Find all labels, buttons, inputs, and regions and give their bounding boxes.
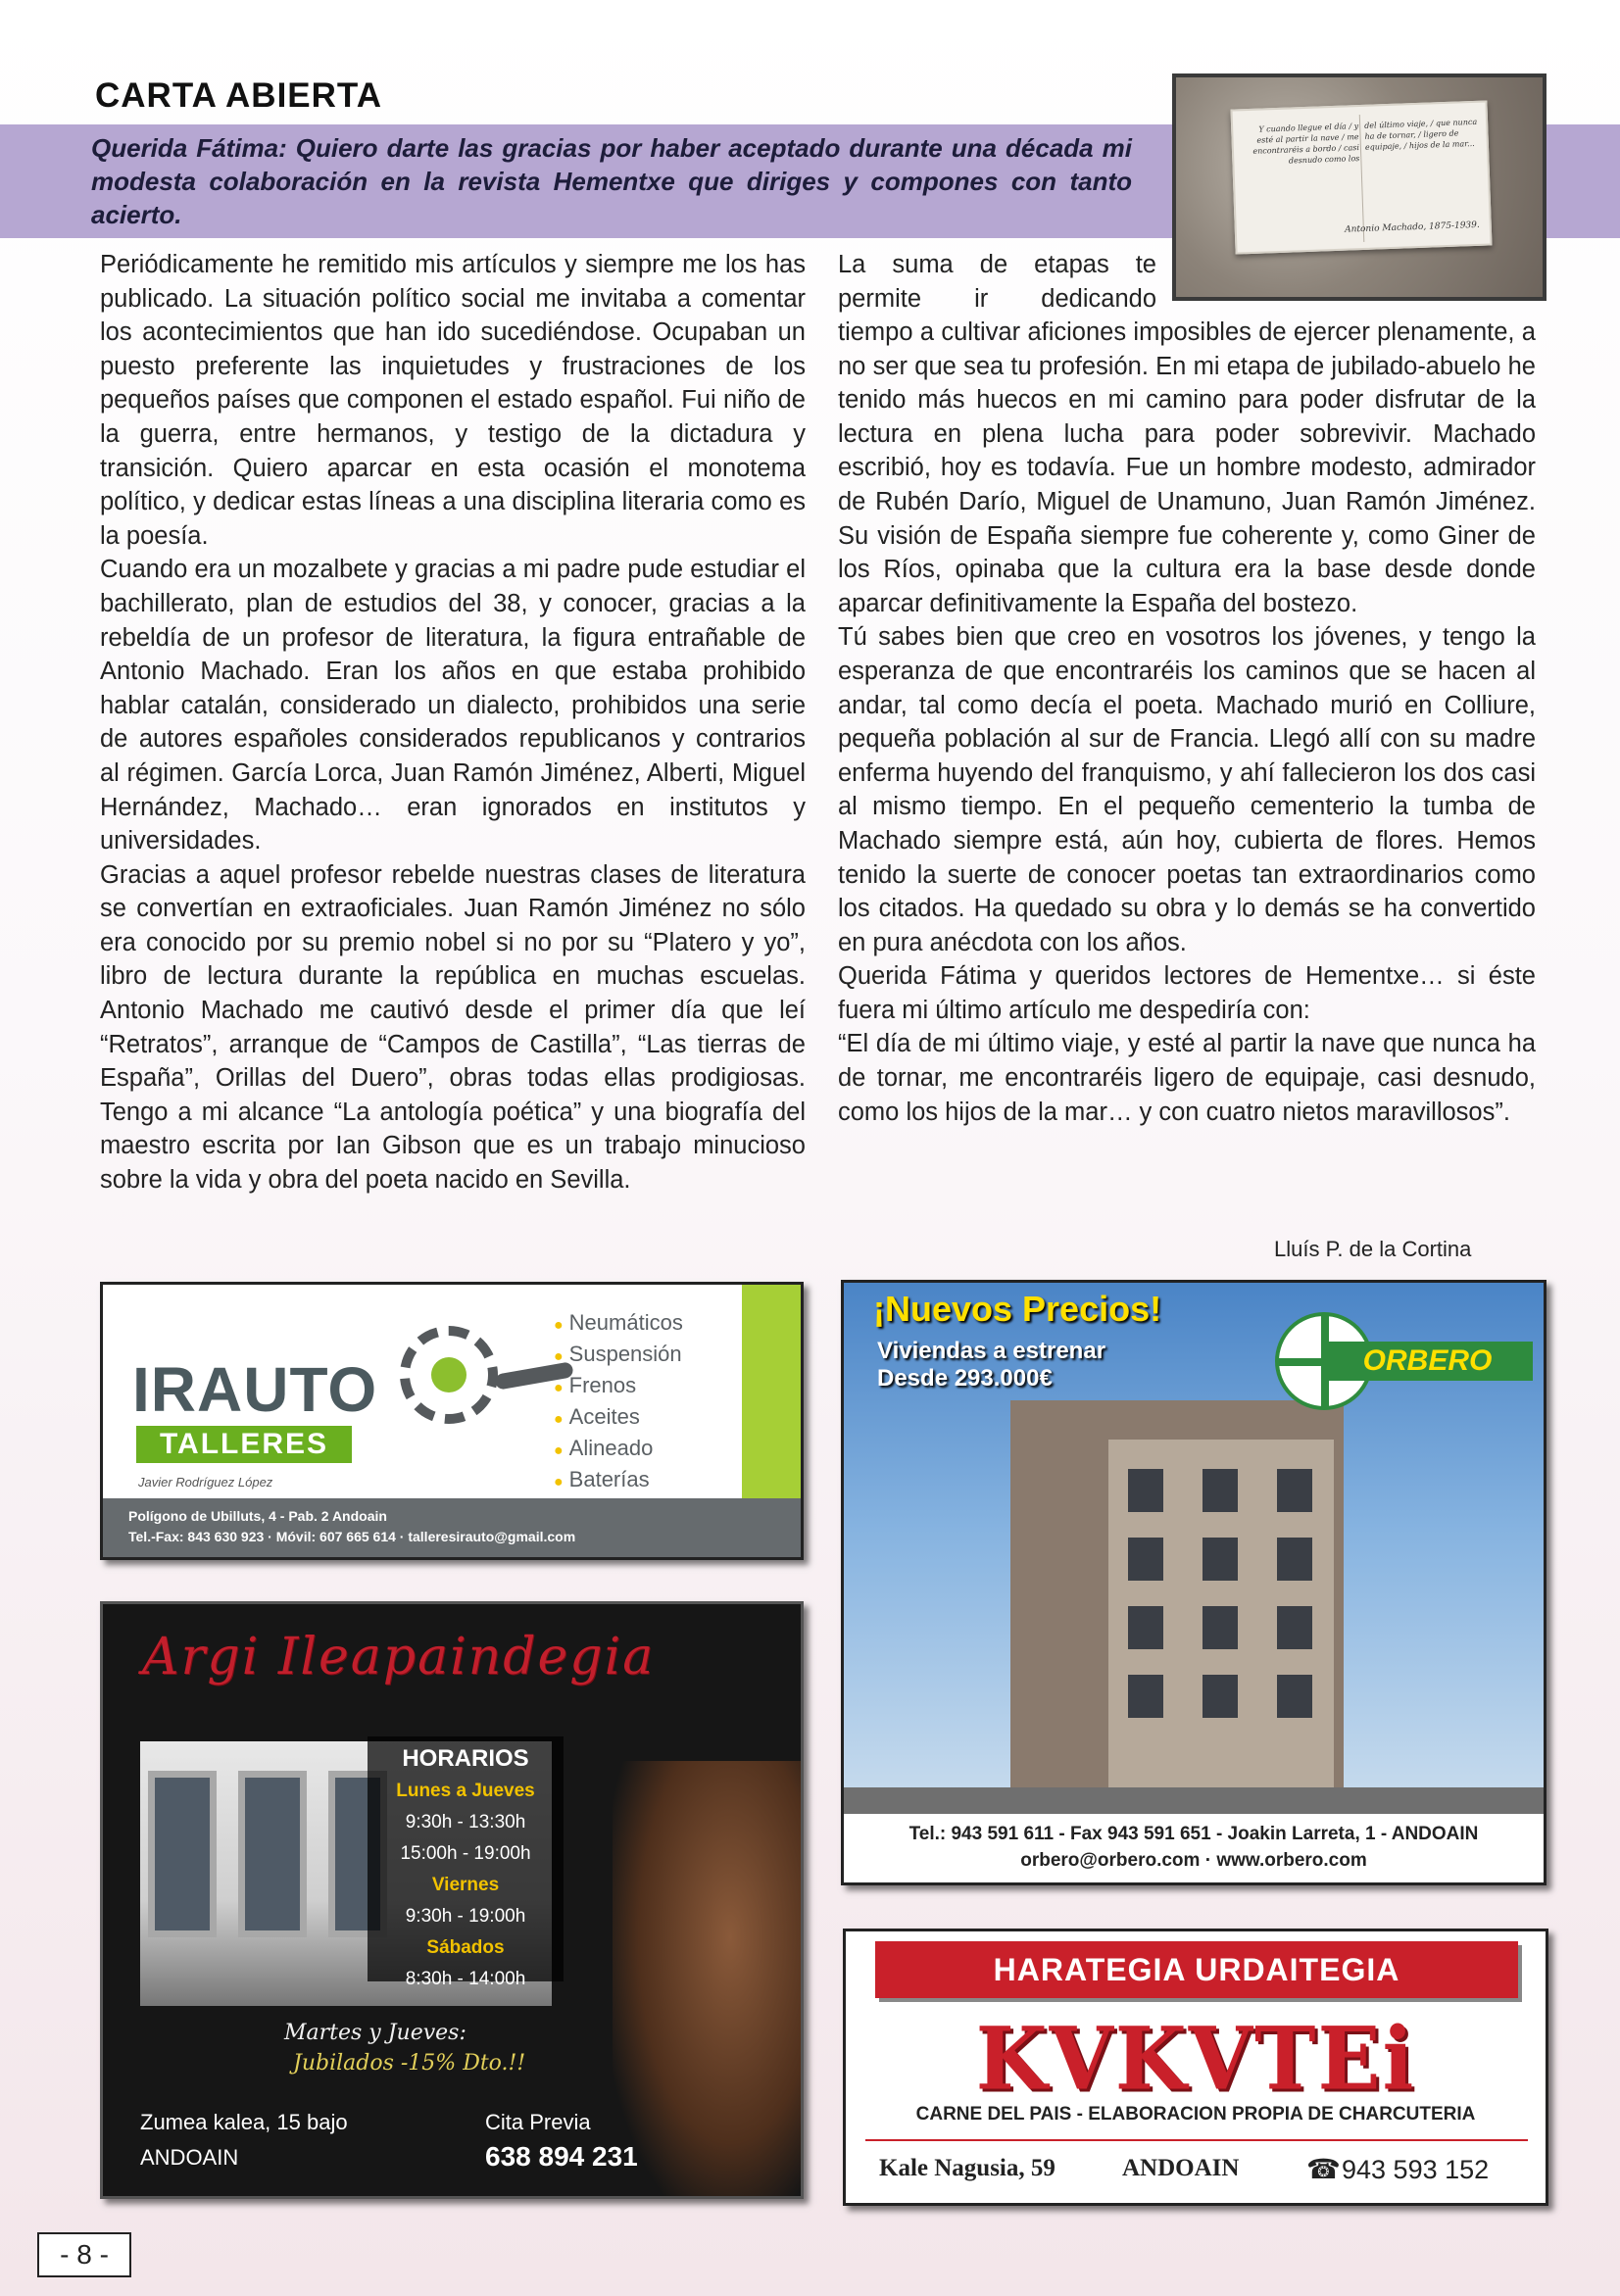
orbero-headline: ¡Nuevos Precios!	[873, 1289, 1162, 1329]
bullet-icon: ●	[554, 1474, 564, 1490]
bullet-icon: ●	[554, 1348, 564, 1365]
argi-time: 8:30h - 14:00h	[405, 1969, 526, 1989]
plaque-right-text: del último viaje, / que nunca ha de tornar, / ligero de equipaje, / hijos de la mar...	[1364, 117, 1478, 152]
article-paragraph: tiempo a cultivar aficiones imposibles de ejercer plenamente, a no ser que sea tu profesión. En mi etapa de jubilado-abuelo he tenido más huecos en mi camino para poder disfrutar de la lectura en plena lucha para poder sobrevivir. Machado escribió, hoy es todavía. Fue un hombre modesto, admirador de Rubén Darío, Miguel de Unamuno, Juan Ramón Jiménez. Su visión de España siempre fue coherente y, como Giner de los Ríos, opinaba que la cultura era la base desde donde aparcar definitivamente la España del bostezo.	[838, 318, 1536, 617]
gear-icon	[400, 1326, 498, 1424]
article-paragraph: Cuando era un mozalbete y gracias a mi padre pude estudiar el bachillerato, plan de estudios del 38, y conocer, gracias a la rebeldía de un profesor de literatura, la figura entrañable de Antonio Machado. Eran los años en que estaba prohibido hablar catalán, considerado un dialecto, prohibidos una serie de autores españoles considerados republicanos y contrarios al régimen. García Lorca, Juan Ramón Jiménez, Alberti, Miguel Hernández, Machado… eran ignorados en institutos y universidades.	[100, 556, 806, 855]
ad-argi-ileapaindegia	[100, 1601, 804, 2199]
plaque-left-text: Y cuando llegue el día / y esté al partir la nave / me encontraréis a bordo / casi desnudo como los	[1252, 122, 1360, 166]
irauto-services-list	[554, 1308, 683, 1496]
orbero-brand: ORBERO	[1322, 1342, 1533, 1381]
article-paragraph: La suma de etapas te permite ir dedicando	[838, 251, 1156, 313]
orbero-building-facade	[1108, 1440, 1334, 1787]
plaque-author: Antonio Machado, 1875-1939.	[1344, 220, 1480, 235]
argi-day: Viernes	[431, 1875, 500, 1895]
argi-hours-panel	[368, 1736, 564, 1989]
argi-time: 9:30h - 19:00h	[405, 1906, 526, 1927]
ad-orbero	[841, 1280, 1546, 1885]
divider	[865, 2139, 1528, 2141]
list-item: ● Suspensión	[554, 1342, 682, 1366]
irauto-logo-text: IRAUTO	[132, 1354, 378, 1425]
orbero-contact: Tel.: 943 591 611 - Fax 943 591 651 - Joakin Larreta, 1 - ANDOAIN	[908, 1824, 1479, 1844]
section-title: CARTA ABIERTA	[95, 76, 382, 115]
telephone-icon: ☎	[1306, 2154, 1341, 2184]
list-item: ● Aceites	[554, 1404, 640, 1429]
irauto-green-strip	[742, 1285, 801, 1500]
argi-brand: Argi Ileapaindegia	[142, 1628, 656, 1686]
ad-kvkvtei	[843, 1929, 1548, 2206]
argi-day: Lunes a Jueves	[396, 1781, 535, 1801]
irauto-talleres-label: TALLERES	[136, 1426, 352, 1463]
argi-cita-label: Cita Previa	[485, 2110, 591, 2134]
orbero-web: orbero@orbero.com · www.orbero.com	[1020, 1850, 1367, 1871]
kvkvtei-logo: KVKVTEi	[975, 2007, 1416, 2110]
kvkvtei-tagline: CARNE DEL PAIS - ELABORACION PROPIA DE CHARCUTERIA	[915, 2104, 1476, 2125]
argi-day: Sábados	[426, 1937, 505, 1958]
irauto-footer	[103, 1498, 801, 1557]
article-paragraph: Gracias a aquel profesor rebelde nuestras clases de literatura se convertían en extraoficiales. Juan Ramón Jiménez no sólo era conocido por su premio nobel si no por su “Platero y yo”, libro de lectura durante la república en muchas escuelas. Antonio Machado me cautivó desde el primer día que leí “Retratos”, arranque de “Campos de Castilla”, “Las tierras de España”, Orillas del Duero”, obras todas ellas prodigiosas. Tengo a mi alcance “La antología poética” y una biografía del maestro escrita por Ian Gibson que es un trabajo minucioso sobre la vida y obra del poeta nacido en Sevilla.	[100, 860, 806, 1195]
article-paragraph: Periódicamente he remitido mis artículos y siempre me los has publicado. La situación político social me invitaba a comentar los acontecimientos que han ido sucediéndose. Ocupaban un puesto preferente las inquietudes y frustraciones de los pequeños países que componen el estado español. Fui niño de la guerra, entre hermanos, y testigo de la dictadura y transición. Quiero aparcar en esta ocasión el monotema político, y dedicar estas líneas a una disciplina literaria como es la poesía.	[100, 251, 806, 550]
argi-promo-line1: Martes y Jueves:	[284, 2021, 466, 2045]
article-column-right-top	[838, 248, 1156, 316]
bullet-icon: ●	[554, 1317, 564, 1334]
list-item: ● Frenos	[554, 1373, 637, 1397]
irauto-owner: Javier Rodríguez López	[138, 1475, 273, 1490]
orbero-footer	[844, 1814, 1544, 1882]
kvkvtei-banner: HARATEGIA URDAITEGIA	[875, 1941, 1518, 1998]
machado-plaque-photo	[1172, 73, 1546, 301]
author-signature: Lluís P. de la Cortina	[1274, 1237, 1472, 1261]
ad-irauto	[100, 1282, 804, 1560]
list-item: ● Neumáticos	[554, 1310, 683, 1335]
plaque	[1230, 100, 1492, 254]
bullet-icon: ●	[554, 1380, 564, 1396]
irauto-address: Polígono de Ubilluts, 4 - Pab. 2 Andoain	[128, 1508, 387, 1524]
article-paragraph: “El día de mi último viaje, y esté al partir la nave que nunca ha de tornar, me encontraréis ligero de equipaje, casi desnudo, como los hijos de la mar… y con cuatro nietos maravillosos”.	[838, 1030, 1536, 1126]
argi-time: 15:00h - 19:00h	[400, 1843, 531, 1864]
bullet-icon: ●	[554, 1411, 564, 1428]
argi-time: 9:30h - 13:30h	[405, 1812, 526, 1832]
argi-phone: 638 894 231	[485, 2141, 638, 2172]
article-paragraph: Querida Fátima y queridos lectores de Hementxe… si éste fuera mi último artículo me despediría con:	[838, 962, 1536, 1024]
bullet-icon: ●	[554, 1442, 564, 1459]
list-item: ● Baterías	[554, 1467, 650, 1491]
orbero-price: Desde 293.000€	[877, 1365, 1053, 1392]
argi-street: Zumea kalea, 15 bajo	[140, 2110, 348, 2134]
argi-model-photo	[613, 1761, 804, 2199]
argi-promo-line2: Jubilados -15% Dto.!!	[293, 2051, 526, 2076]
irauto-contact: Tel.-Fax: 843 630 923 · Móvil: 607 665 614 · talleresirauto@gmail.com	[128, 1529, 576, 1544]
argi-hours-title: HORARIOS	[402, 1745, 529, 1772]
orbero-subheadline: Viviendas a estrenar	[877, 1338, 1106, 1364]
list-item: ● Alineado	[554, 1436, 654, 1460]
article-column-right	[838, 316, 1536, 1129]
article-paragraph: Tú sabes bien que creo en vosotros los jóvenes, y tengo la esperanza de que encontraréis los caminos que se hacen al andar, tal como decía el poeta. Machado murió en Colliure, pequeña población al sur de Francia. Llegó allí con su madre enferma huyendo del franquismo, y ahí fallecieron los dos casi al mismo tiempo. En el pequeño cementerio la tumba de Machado siempre está, aún hoy, cubierta de flores. Hemos tenido la suerte de conocer poetas tan extraordinarios como los citados. Ha quedado su obra y lo demás se ha convertido en pura anécdota con los años.	[838, 623, 1536, 956]
argi-town: ANDOAIN	[140, 2145, 239, 2170]
kvkvtei-address: Kale Nagusia, 59	[879, 2155, 1055, 2181]
kvkvtei-town: ANDOAIN	[1122, 2155, 1240, 2181]
article-column-left	[100, 248, 806, 1197]
kvkvtei-phone: 943 593 152	[1342, 2155, 1490, 2184]
lead-text: Querida Fátima: Quiero darte las gracias por haber aceptado durante una década mi modesta colaboración en la revista Hementxe que diriges y compones con tanto acierto.	[91, 133, 1132, 229]
page-number: - 8 -	[37, 2232, 131, 2277]
